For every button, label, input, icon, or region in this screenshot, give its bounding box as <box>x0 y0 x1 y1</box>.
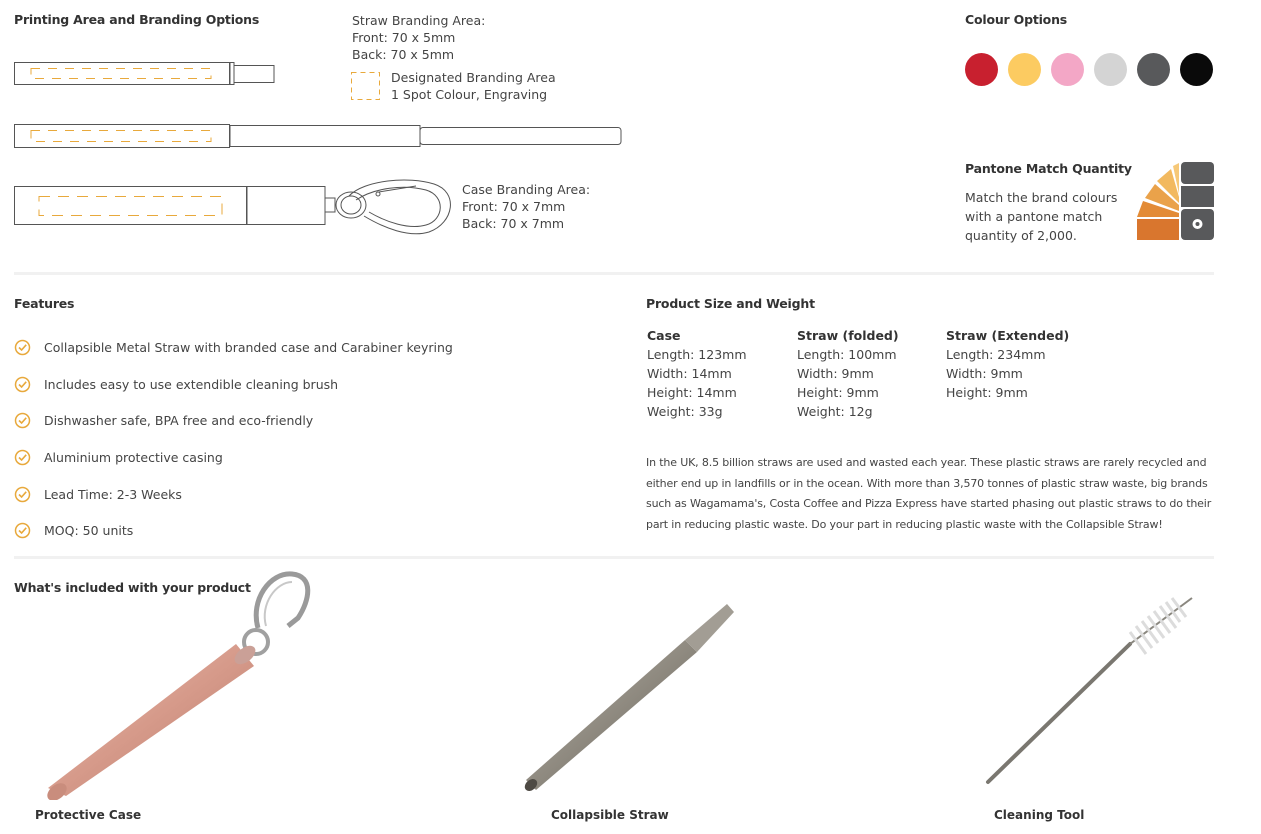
size-value: Width: 9mm <box>797 366 874 381</box>
colour-swatch-red[interactable] <box>965 53 998 86</box>
branding-area-legend-icon <box>350 71 382 101</box>
list-item <box>14 439 614 476</box>
extended-straw-diagram <box>14 124 624 149</box>
size-weight-heading: Product Size and Weight <box>646 296 815 311</box>
size-column-case <box>647 326 747 421</box>
colour-swatch-dark-grey[interactable] <box>1137 53 1170 86</box>
features-list <box>14 329 614 549</box>
size-value: Length: 234mm <box>946 347 1046 362</box>
section-divider <box>14 272 1214 275</box>
included-caption-collapsible-straw: Collapsible Straw <box>551 808 669 822</box>
size-value: Height: 14mm <box>647 385 737 400</box>
size-column-title: Straw (Extended) <box>946 328 1070 343</box>
colour-swatch-yellow[interactable] <box>1008 53 1041 86</box>
size-column-straw-folded <box>797 326 899 421</box>
colour-swatch-pink[interactable] <box>1051 53 1084 86</box>
cleaning-tool-image <box>980 592 1200 792</box>
feature-text: MOQ: 50 units <box>44 523 134 539</box>
straw-description-paragraph: In the UK, 8.5 billion straws are used and wasted each year. These plastic straws are rarely recycled and either end up in landfills or in the ocean. With more than 3,570 tonnes of plastic straw waste, big brands such as Wagamama's, Costa Coffee and Pizza Express have started phasing out plastic straws to do their part in reducing plastic waste. Do your part in reducing plastic waste with the Collapsible Straw! <box>646 456 1212 531</box>
list-item <box>14 512 614 549</box>
size-value: Length: 100mm <box>797 347 897 362</box>
list-item <box>14 476 614 513</box>
check-circle-icon <box>14 486 31 503</box>
size-value: Weight: 12g <box>797 404 873 419</box>
list-item <box>14 329 614 366</box>
pantone-text: Match the brand colours with a pantone match quantity of 2,000. <box>965 190 1118 243</box>
check-circle-icon <box>14 522 31 539</box>
included-caption-cleaning-tool: Cleaning Tool <box>994 808 1085 822</box>
folded-straw-diagram <box>14 62 276 86</box>
section-divider <box>14 556 1214 559</box>
included-heading: What's included with your product <box>14 580 251 595</box>
check-circle-icon <box>14 449 31 466</box>
size-column-title: Straw (folded) <box>797 328 899 343</box>
colour-swatches <box>965 53 1213 86</box>
feature-text: Includes easy to use extendible cleaning brush <box>44 376 339 392</box>
feature-text: Aluminium protective casing <box>44 449 223 465</box>
colour-swatch-black[interactable] <box>1180 53 1213 86</box>
check-circle-icon <box>14 339 31 356</box>
protective-case-image <box>30 570 320 800</box>
list-item <box>14 402 614 439</box>
feature-text: Collapsible Metal Straw with branded case and Carabiner keyring <box>44 339 453 355</box>
size-value: Height: 9mm <box>946 385 1028 400</box>
branding-legend-text: Designated Branding Area 1 Spot Colour, Engraving <box>391 70 556 102</box>
check-circle-icon <box>14 376 31 393</box>
size-column-title: Case <box>647 328 681 343</box>
colour-options-heading: Colour Options <box>965 12 1068 27</box>
pantone-heading: Pantone Match Quantity <box>965 161 1132 176</box>
colour-swatch-light-grey[interactable] <box>1094 53 1127 86</box>
features-heading: Features <box>14 296 75 311</box>
included-caption-protective-case: Protective Case <box>35 808 142 822</box>
size-value: Weight: 33g <box>647 404 723 419</box>
feature-text: Dishwasher safe, BPA free and eco-friendly <box>44 413 314 429</box>
size-value: Height: 9mm <box>797 385 879 400</box>
pantone-fan-icon <box>1135 161 1215 241</box>
collapsible-straw-image <box>520 600 740 795</box>
check-circle-icon <box>14 412 31 429</box>
case-branding-area-text: Case Branding Area: Front: 70 x 7mm Back: 70 x 7mm <box>462 182 591 231</box>
printing-heading: Printing Area and Branding Options <box>14 12 260 27</box>
feature-text: Lead Time: 2-3 Weeks <box>44 486 182 502</box>
case-diagram <box>14 178 454 238</box>
size-column-straw-extended <box>946 326 1069 402</box>
size-value: Width: 9mm <box>946 366 1023 381</box>
list-item <box>14 366 614 403</box>
size-value: Width: 14mm <box>647 366 732 381</box>
straw-branding-area-text: Straw Branding Area: Front: 70 x 5mm Back: 70 x 5mm <box>352 13 486 62</box>
size-value: Length: 123mm <box>647 347 747 362</box>
